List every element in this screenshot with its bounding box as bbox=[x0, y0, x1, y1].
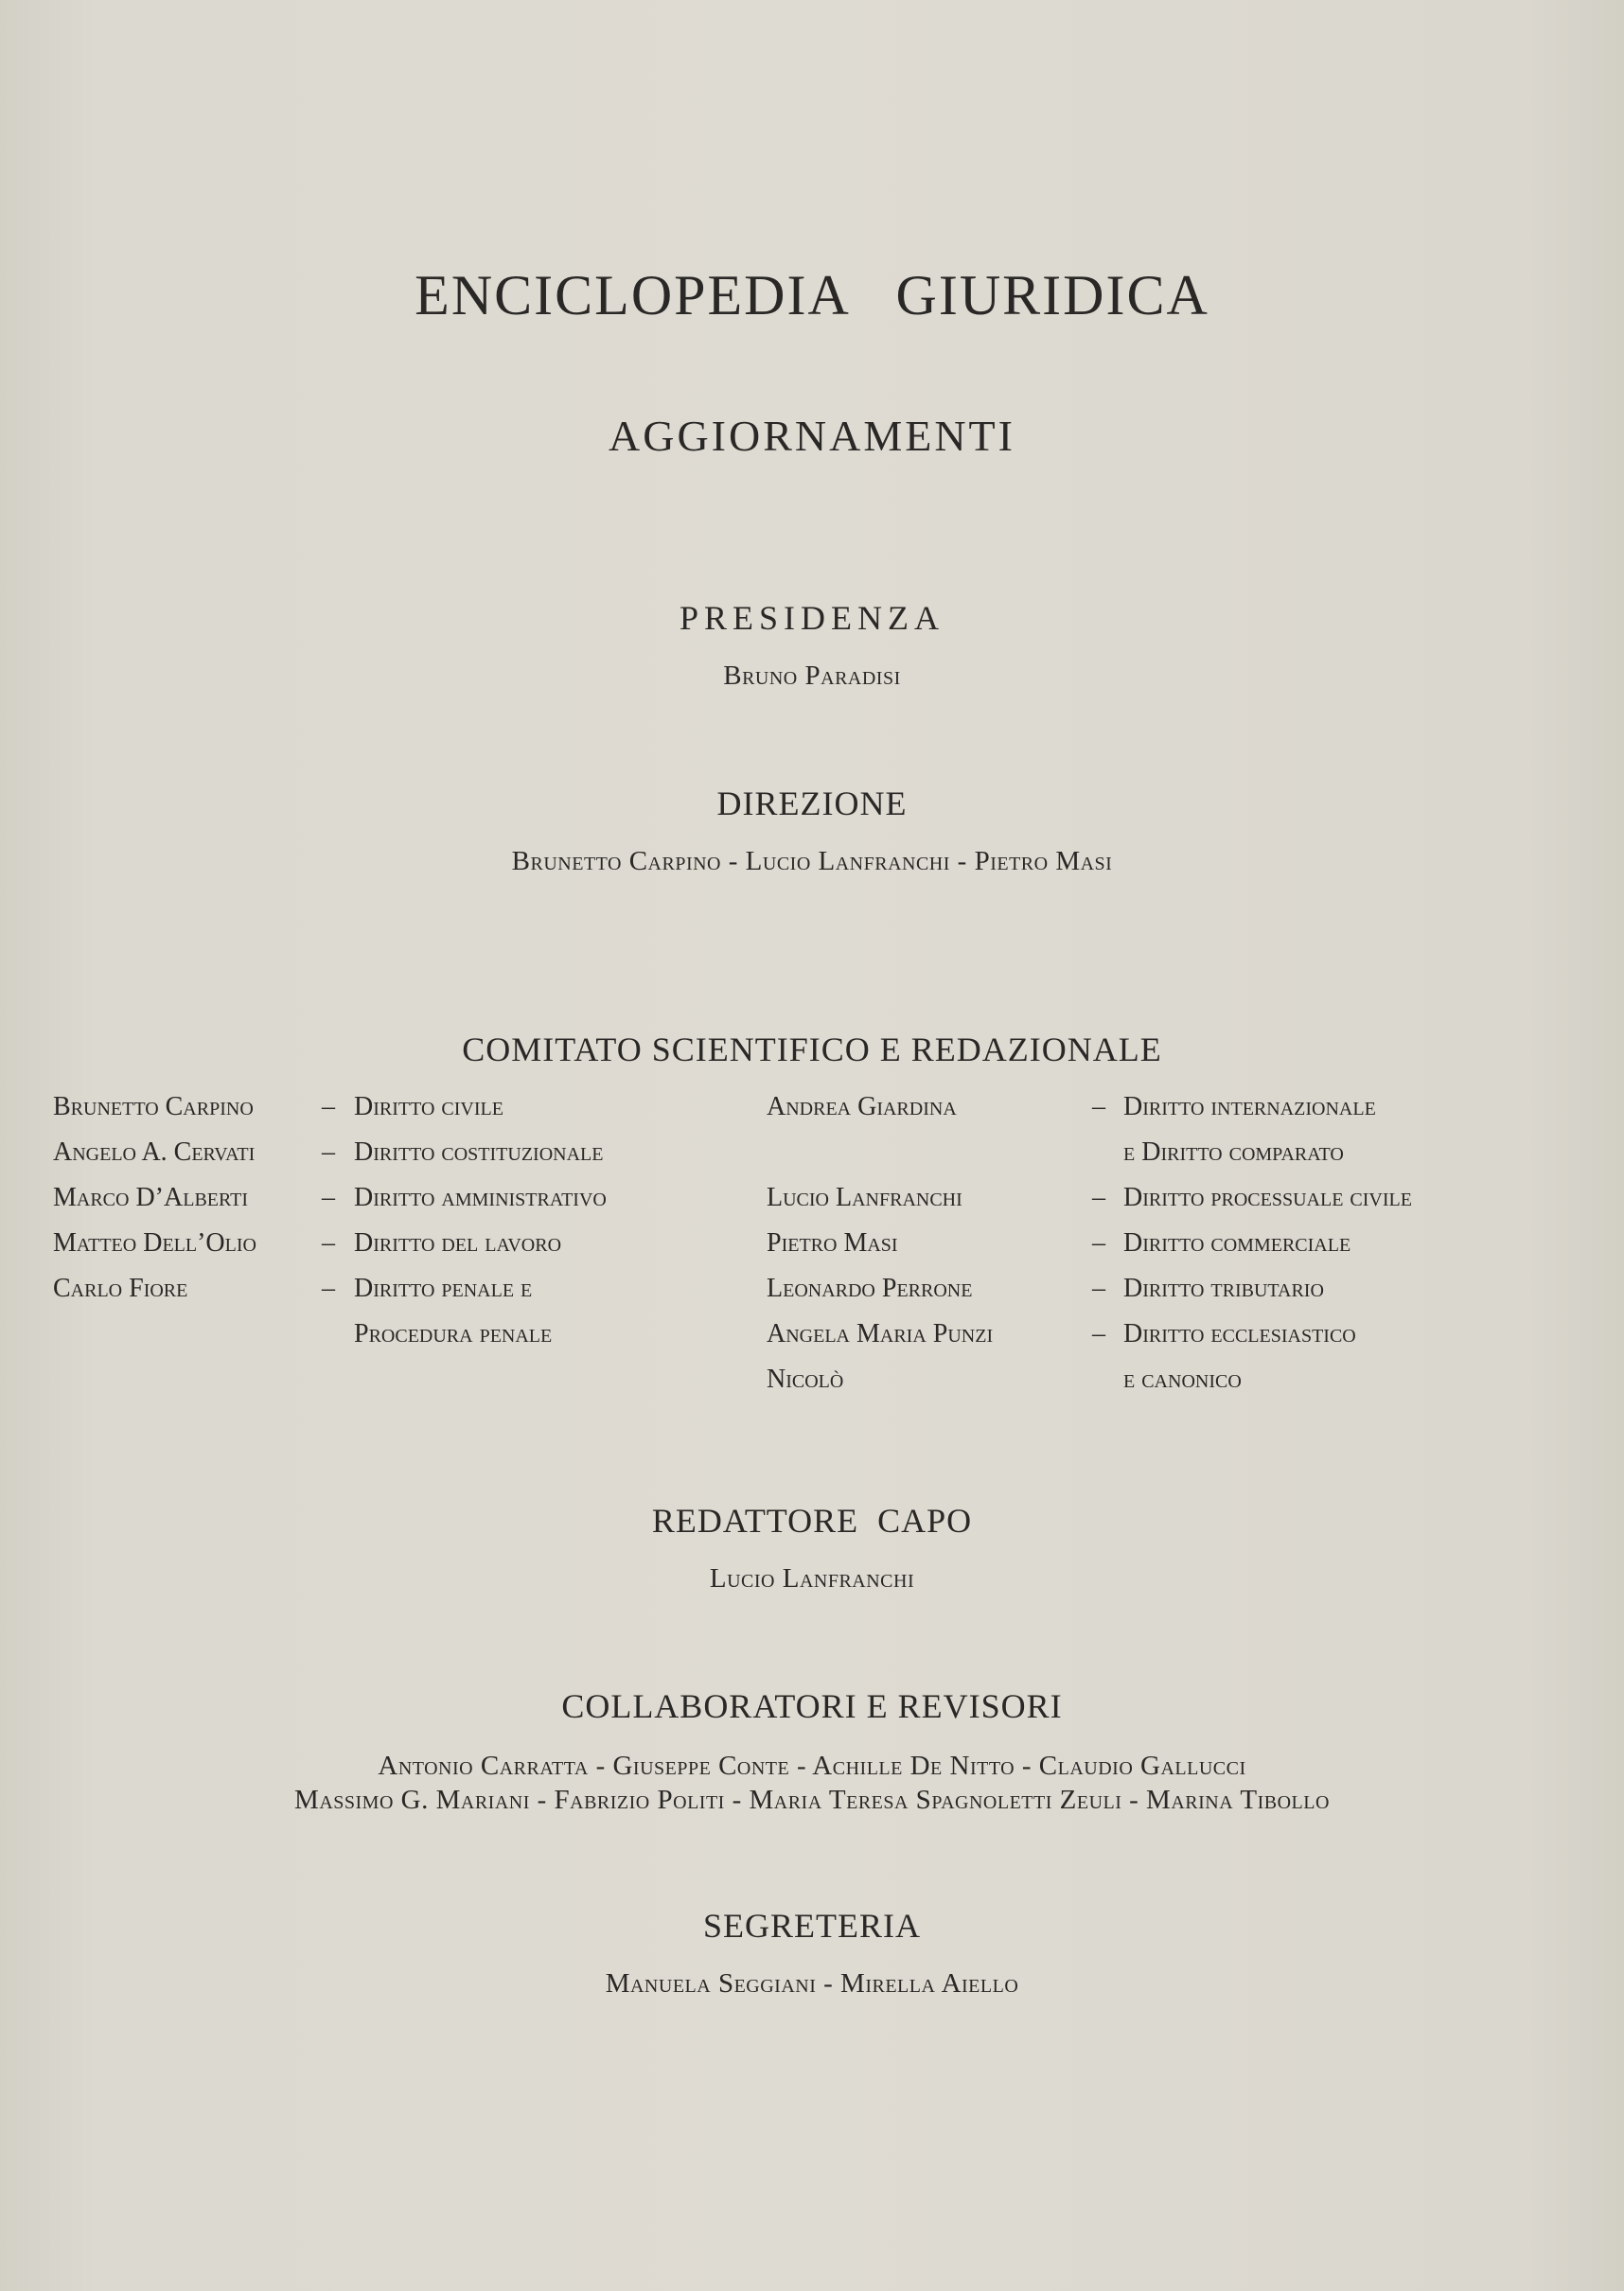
member-name: Pietro Masi bbox=[767, 1228, 898, 1258]
member-field: Diritto tributario bbox=[1123, 1274, 1324, 1303]
dash: – bbox=[322, 1183, 335, 1212]
member-field: e canonico bbox=[1123, 1365, 1242, 1394]
member-name: Marco D’Alberti bbox=[53, 1183, 249, 1212]
collaboratori-names bbox=[0, 1749, 1624, 1817]
collaboratori-line-1: Antonio Carratta - Giuseppe Conte - Achille De Nitto - Claudio Gallucci bbox=[378, 1751, 1246, 1781]
member-field: Diritto penale e bbox=[354, 1274, 533, 1303]
collaboratori-line-2: Massimo G. Mariani - Fabrizio Politi - Maria Teresa Spagnoletti Zeuli - Marina Tibollo bbox=[294, 1785, 1330, 1815]
dash: – bbox=[1092, 1319, 1105, 1348]
member-name: Carlo Fiore bbox=[53, 1274, 188, 1303]
presidenza-names: Bruno Paradisi bbox=[723, 661, 901, 691]
committee-left-column bbox=[53, 1092, 772, 1365]
member-field: Procedura penale bbox=[354, 1319, 553, 1348]
dash: – bbox=[322, 1228, 335, 1258]
committee-row bbox=[767, 1137, 1590, 1183]
dash: – bbox=[1092, 1274, 1105, 1303]
collaboratori-heading: COLLABORATORI E REVISORI bbox=[561, 1687, 1063, 1725]
committee-row bbox=[767, 1274, 1590, 1319]
member-name: Angela Maria Punzi bbox=[767, 1319, 994, 1348]
committee-row bbox=[767, 1319, 1590, 1365]
committee-row bbox=[53, 1137, 772, 1183]
dash: – bbox=[322, 1092, 335, 1121]
committee-row bbox=[767, 1183, 1590, 1228]
member-field: Diritto amministrativo bbox=[354, 1183, 607, 1212]
segreteria-heading: SEGRETERIA bbox=[703, 1907, 921, 1945]
member-name: Lucio Lanfranchi bbox=[767, 1183, 962, 1212]
member-name: Leonardo Perrone bbox=[767, 1274, 973, 1303]
committee-row bbox=[53, 1183, 772, 1228]
member-name: Matteo Dell’Olio bbox=[53, 1228, 256, 1258]
member-name: Andrea Giardina bbox=[767, 1092, 957, 1121]
committee-list bbox=[0, 1092, 1624, 1414]
page-subtitle: AGGIORNAMENTI bbox=[609, 412, 1015, 460]
committee-row bbox=[53, 1228, 772, 1274]
member-field: Diritto costituzionale bbox=[354, 1137, 604, 1167]
committee-row bbox=[53, 1092, 772, 1137]
committee-row bbox=[53, 1319, 772, 1365]
member-field: e Diritto comparato bbox=[1123, 1137, 1344, 1167]
dash: – bbox=[322, 1274, 335, 1303]
redattore-heading: REDATTORE CAPO bbox=[651, 1502, 973, 1540]
page-title: ENCICLOPEDIA GIURIDICA bbox=[415, 264, 1209, 326]
redattore-names: Lucio Lanfranchi bbox=[709, 1563, 915, 1594]
dash: – bbox=[322, 1137, 335, 1167]
segreteria-names: Manuela Seggiani - Mirella Aiello bbox=[605, 1968, 1019, 1999]
member-field: Diritto commerciale bbox=[1123, 1228, 1351, 1258]
dash: – bbox=[1092, 1183, 1105, 1212]
committee-row bbox=[767, 1228, 1590, 1274]
member-name: Angelo A. Cervati bbox=[53, 1137, 256, 1167]
committee-right-column bbox=[767, 1092, 1590, 1410]
member-name: Brunetto Carpino bbox=[53, 1092, 254, 1121]
dash: – bbox=[1092, 1092, 1105, 1121]
member-field: Diritto processuale civile bbox=[1123, 1183, 1412, 1212]
direzione-names: Brunetto Carpino - Lucio Lanfranchi - Pietro Masi bbox=[511, 846, 1113, 876]
member-field: Diritto internazionale bbox=[1123, 1092, 1376, 1121]
direzione-heading: DIREZIONE bbox=[716, 784, 908, 822]
member-field: Diritto ecclesiastico bbox=[1123, 1319, 1356, 1348]
member-field: Diritto del lavoro bbox=[354, 1228, 562, 1258]
presidenza-heading: PRESIDENZA bbox=[679, 599, 944, 637]
dash: – bbox=[1092, 1228, 1105, 1258]
member-name: Nicolò bbox=[767, 1365, 844, 1394]
comitato-heading: COMITATO SCIENTIFICO E REDAZIONALE bbox=[462, 1031, 1162, 1068]
committee-row bbox=[767, 1365, 1590, 1410]
member-field: Diritto civile bbox=[354, 1092, 503, 1121]
committee-row bbox=[767, 1092, 1590, 1137]
committee-row bbox=[53, 1274, 772, 1319]
